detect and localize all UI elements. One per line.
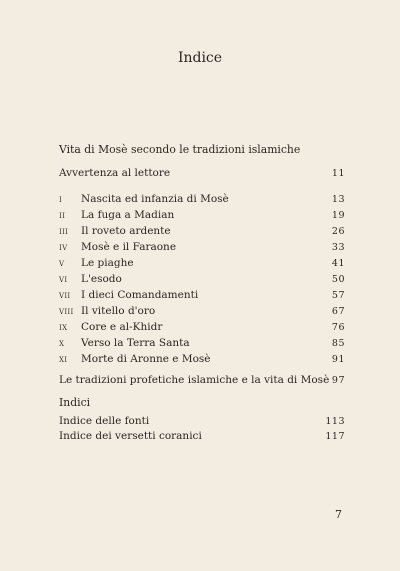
toc-indici-heading [59,395,345,410]
toc-entry [59,429,345,444]
toc-chapter-number: XI [59,356,68,364]
toc-entry [59,304,345,320]
toc-entry-text [59,352,211,368]
toc-chapter-list [59,192,345,368]
toc-main-heading-text: Vita di Mosè secondo le tradizioni islamiche [59,143,301,156]
toc-entry [59,414,345,429]
toc-chapter-number: IV [59,244,68,252]
toc-entry-text [59,414,149,429]
toc-chapter-number: V [59,260,65,268]
toc-entry-page: 113 [325,416,345,427]
toc-entry-page: 91 [331,354,345,365]
toc-entry-page: 50 [331,274,345,285]
toc-chapter-number: II [59,212,66,220]
toc-entry-page: 33 [331,242,345,253]
toc-entry [59,208,345,224]
toc-entry [59,288,345,304]
toc-chapter-number: VII [59,292,71,300]
toc-entry [59,272,345,288]
toc-entry-label: Indice dei versetti coranici [59,430,202,442]
toc-entry-text [59,429,202,444]
toc-entry-page: 41 [331,258,345,269]
toc-entry-label: Le piaghe [81,257,134,269]
toc-entry-label: Nascita ed infanzia di Mosè [81,193,229,205]
toc-entry-page: 67 [331,306,345,317]
toc-chapter-number: VI [59,276,68,284]
toc-entry-text [59,256,134,272]
toc-entry-text [59,240,176,256]
toc-entry-text [59,320,162,336]
toc-entry-label: Indice delle fonti [59,415,150,427]
toc-entry-page: 13 [331,194,345,205]
toc-entry-label: Core e al-Khidr [81,321,163,333]
toc-entry-text [59,336,190,352]
toc-chapter-number: III [59,228,69,236]
toc-entry-page: 85 [331,338,345,349]
toc-entry-label: Avvertenza al lettore [59,167,171,179]
toc-entry [59,240,345,256]
toc-entry [59,224,345,240]
toc-entry [59,336,345,352]
toc-entry-label: L'esodo [81,273,122,285]
page-title: Indice [177,50,223,66]
toc-entry-text [59,272,122,288]
toc-entry-page: 19 [331,210,345,221]
toc-entry-label: Morte di Aronne e Mosè [81,353,211,365]
toc-entry-page: 26 [331,226,345,237]
toc-entry-tradizioni [59,373,345,388]
toc-chapter-number: X [59,340,65,348]
toc-entry [59,192,345,208]
toc-chapter-number: IX [59,324,68,332]
toc-indici-heading-text: Indici [59,396,91,409]
toc-entry [59,320,345,336]
toc-entry [59,352,345,368]
toc-entry-text [59,192,229,208]
toc-indici-list [59,414,345,444]
toc-entry-page: 76 [331,322,345,333]
toc-entry-text [59,288,198,304]
toc-entry-text [59,224,171,240]
toc-chapter-number: VIII [59,308,74,316]
toc-entry-page: 57 [331,290,345,301]
toc-entry-label: La fuga a Madian [81,209,175,221]
toc-chapter-number: I [59,196,63,204]
toc-entry-text [59,208,174,224]
toc-entry-label: Il vitello d'oro [81,305,156,317]
toc-entry-page: 117 [325,431,345,442]
toc-entry-label: Le tradizioni profetiche islamiche e la vita di Mosè [59,374,330,386]
toc-entry-page: 97 [331,375,345,386]
toc-entry-label: Mosè e il Faraone [81,241,177,253]
toc-entry-text [59,304,155,320]
toc-entry-label: Il roveto ardente [81,225,171,237]
toc-entry-avvertenza [59,166,345,181]
toc-entry-label: Verso la Terra Santa [81,337,190,349]
toc-main-heading [59,142,345,157]
page-number: 7 [335,508,342,521]
toc-entry [59,256,345,272]
toc-entry-label: I dieci Comandamenti [81,289,199,301]
table-of-contents [59,142,345,444]
toc-entry-page: 11 [331,168,345,179]
